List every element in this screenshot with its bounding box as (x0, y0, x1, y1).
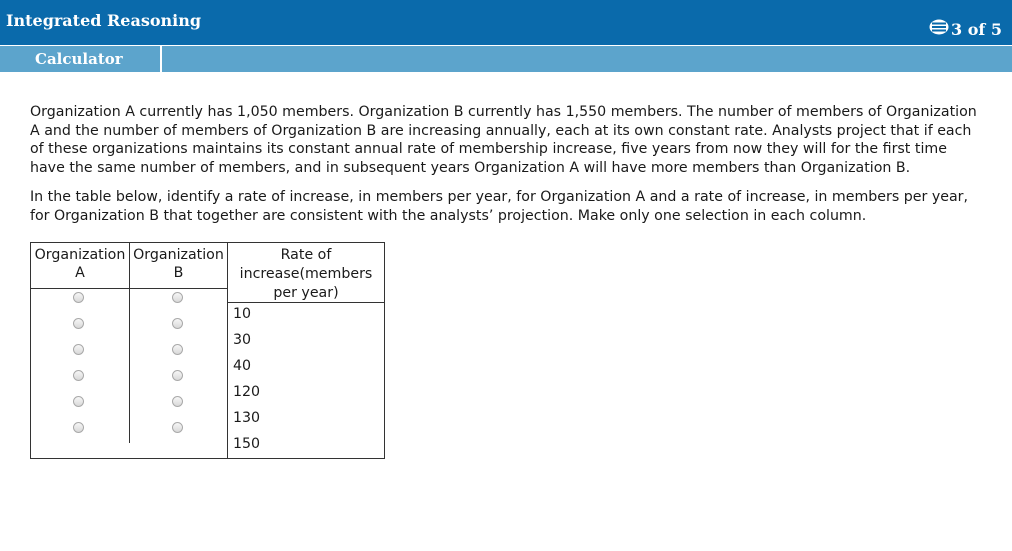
response-table (30, 242, 385, 459)
column-header-org-a: Organization A (34, 247, 126, 281)
radio-org-b[interactable] (172, 396, 183, 407)
calculator-button[interactable] (0, 46, 162, 72)
radio-org-b[interactable] (172, 318, 183, 329)
radio-org-b[interactable] (172, 370, 183, 381)
radio-org-a[interactable] (73, 370, 84, 381)
question-paragraph-2: In the table below, identify a rate of increase, in members per year, for Organization A and a rate of increase, in members per year, for Organization B that together are consistent with the analysts’ projection. Make only one selection in each column. (30, 189, 968, 224)
header-bar (0, 0, 1012, 45)
rate-option: 30 (233, 332, 252, 348)
rate-option: 150 (233, 436, 261, 452)
radio-org-a[interactable] (73, 396, 84, 407)
question-paragraph-1: Organization A currently has 1,050 members. Organization B currently has 1,550 members. The number of members of Organization A and the number of members of Organization B are increasing annually, each at its own constant rate. Analysts project that if each of these organizations maintains its constant annual rate of membership increase, five years from now they will for the first time have the same number of members, and in subsequent years Organization A will have more members than Organization B. (30, 104, 977, 176)
radio-org-b[interactable] (172, 422, 183, 433)
radio-org-b[interactable] (172, 292, 183, 303)
radio-org-a[interactable] (73, 422, 84, 433)
column-header-org-b: Organization B (133, 247, 224, 281)
radio-org-a[interactable] (73, 344, 84, 355)
app-title: Integrated Reasoning (6, 11, 202, 30)
calculator-label: Calculator (35, 50, 123, 68)
toolbar (0, 46, 1012, 72)
question-text (30, 103, 980, 225)
column-header-rate: Rate of increase(members per year) (239, 247, 373, 301)
radio-org-b[interactable] (172, 344, 183, 355)
radio-org-a[interactable] (73, 292, 84, 303)
rate-option: 10 (233, 306, 252, 322)
list-icon[interactable] (929, 19, 949, 39)
rate-option: 40 (233, 358, 252, 374)
radio-org-a[interactable] (73, 318, 84, 329)
rate-option: 130 (233, 410, 261, 426)
counter-text: 3 of 5 (951, 19, 1002, 39)
question-counter (929, 19, 1002, 39)
rate-option: 120 (233, 384, 261, 400)
